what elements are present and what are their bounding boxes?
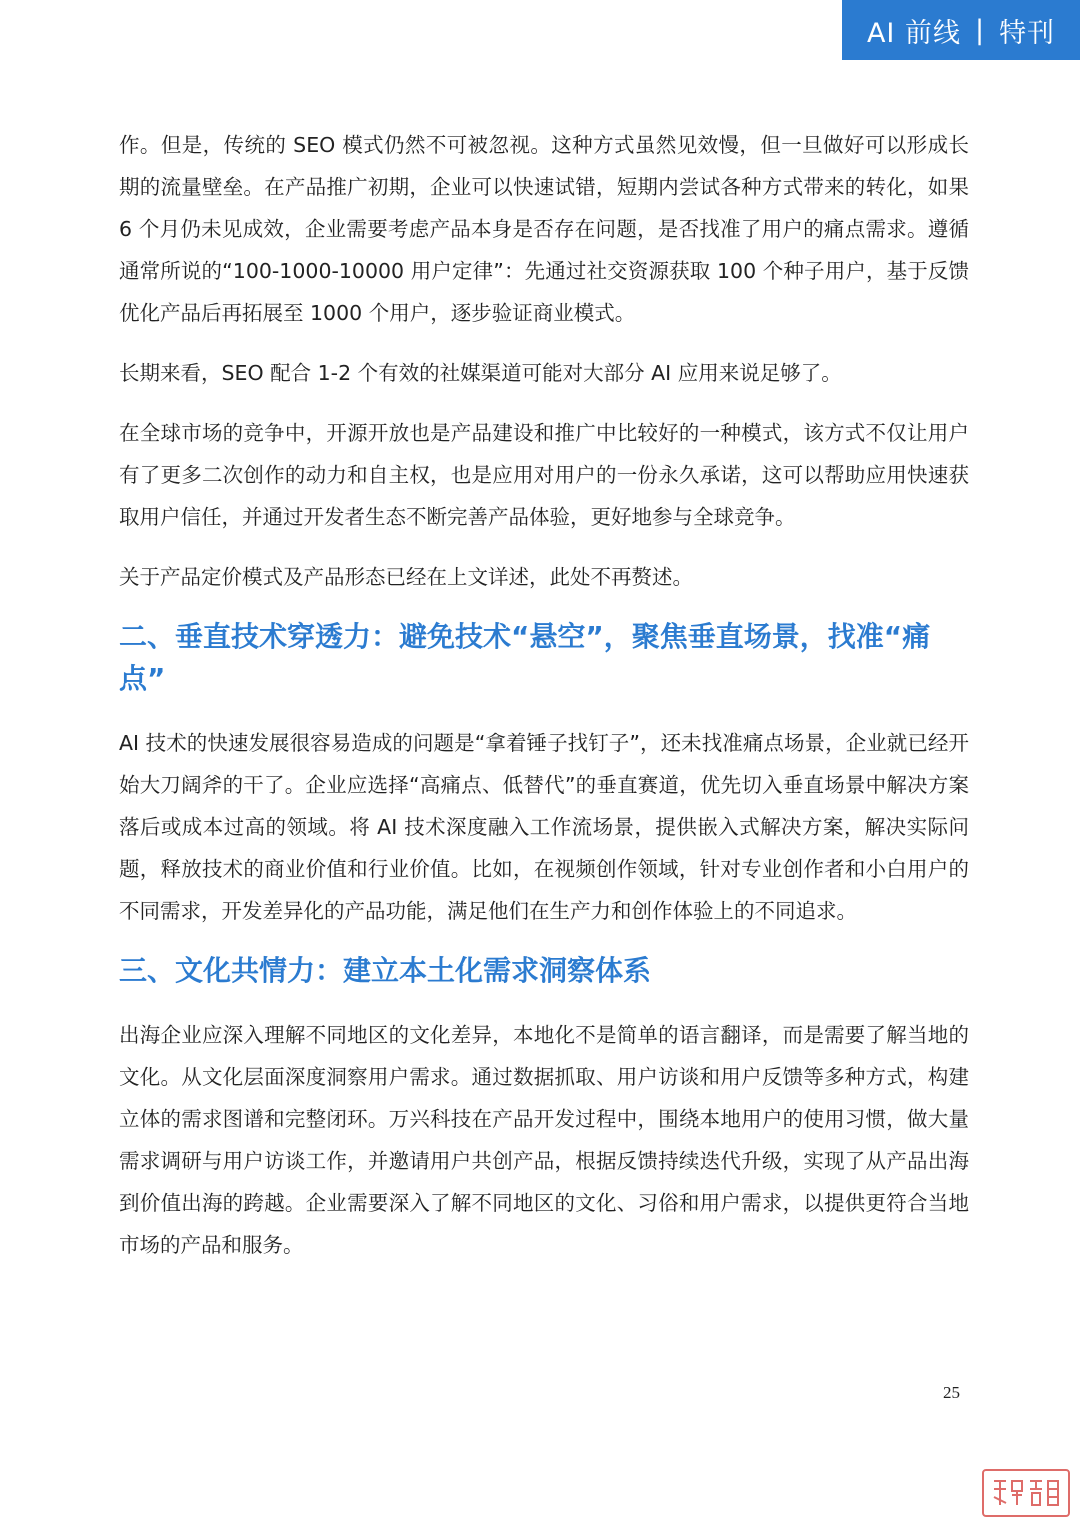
paragraph-open-source: 在全球市场的竞争中，开源开放也是产品建设和推广中比较好的一种模式，该方式不仅让用户有了更多二次创作的动力和自主权，也是应用对用户的一份永久承诺，这可以帮助应用快速获取用户信任，并通过开发者生态不断完善产品体验，更好地参与全球竞争。 [119,421,969,529]
page-number: 25 [943,1383,960,1402]
paragraph-cultural-empathy: 出海企业应深入理解不同地区的文化差异，本地化不是简单的语言翻译，而是需要了解当地的文化。从文化层面深度洞察用户需求。通过数据抓取、用户访谈和用户反馈等多种方式，构建立体的需求图谱和完整闭环。万兴科技在产品开发过程中，围绕本地用户的使用习惯，做大量需求调研与用户访谈工作，并邀请用户共创产品，根据反馈持续迭代升级，实现了从产品出海到价值出海的跨越。企业需要深入了解不同地区的文化、习俗和用户需求，以提供更符合当地市场的产品和服务。 [119,1023,969,1257]
header-label: 特刊 [999,17,1056,49]
section-heading-vertical-tech: 二、垂直技术穿透力：避免技术“悬空”，聚焦垂直场景，找准“痛点” [119,620,931,695]
paragraph-long-term: 长期来看，SEO 配合 1-2 个有效的社媒渠道可能对大部分 AI 应用来说足够了。 [119,361,842,385]
paragraph-vertical-tech: AI 技术的快速发展很容易造成的问题是“拿着锤子找钉子”，还未找准痛点场景，企业就已经开始大刀阔斧的干了。企业应选择“高痛点、低替代”的垂直赛道，优先切入垂直场景中解决方案落后或成本过高的领域。将 AI 技术深度融入工作流场景，提供嵌入式解决方案，解决实际问题，释放技术的商业价值和行业价值。比如，在视频创作领域，针对专业创作者和小白用户的不同需求，开发差异化的产品功能，满足他们在生产力和创作体验上的不同追求。 [119,731,969,923]
paragraph-pricing-note: 关于产品定价模式及产品形态已经在上文详述，此处不再赘述。 [119,565,693,589]
red-seal-stamp-icon [982,1469,1070,1517]
seal-glyph-icon [988,1475,1064,1511]
header-tag [842,0,1080,60]
header-separator: | [974,14,986,46]
header-brand: AI 前线 [866,17,961,49]
paragraph-seo: 作。但是，传统的 SEO 模式仍然不可被忽视。这种方式虽然见效慢，但一旦做好可以形成长期的流量壁垒。在产品推广初期，企业可以快速试错，短期内尝试各种方式带来的转化，如果 6 个月仍未见成效，企业需要考虑产品本身是否存在问题，是否找准了用户的痛点需求。遵循通常所说的“100-1000-10000 用户定律”：先通过社交资源获取 100 个种子用户，基于反馈优化产品后再拓展至 1000 个用户，逐步验证商业模式。 [119,133,969,325]
article-body [119,124,969,1284]
section-heading-cultural-empathy: 三、文化共情力：建立本土化需求洞察体系 [119,954,652,987]
